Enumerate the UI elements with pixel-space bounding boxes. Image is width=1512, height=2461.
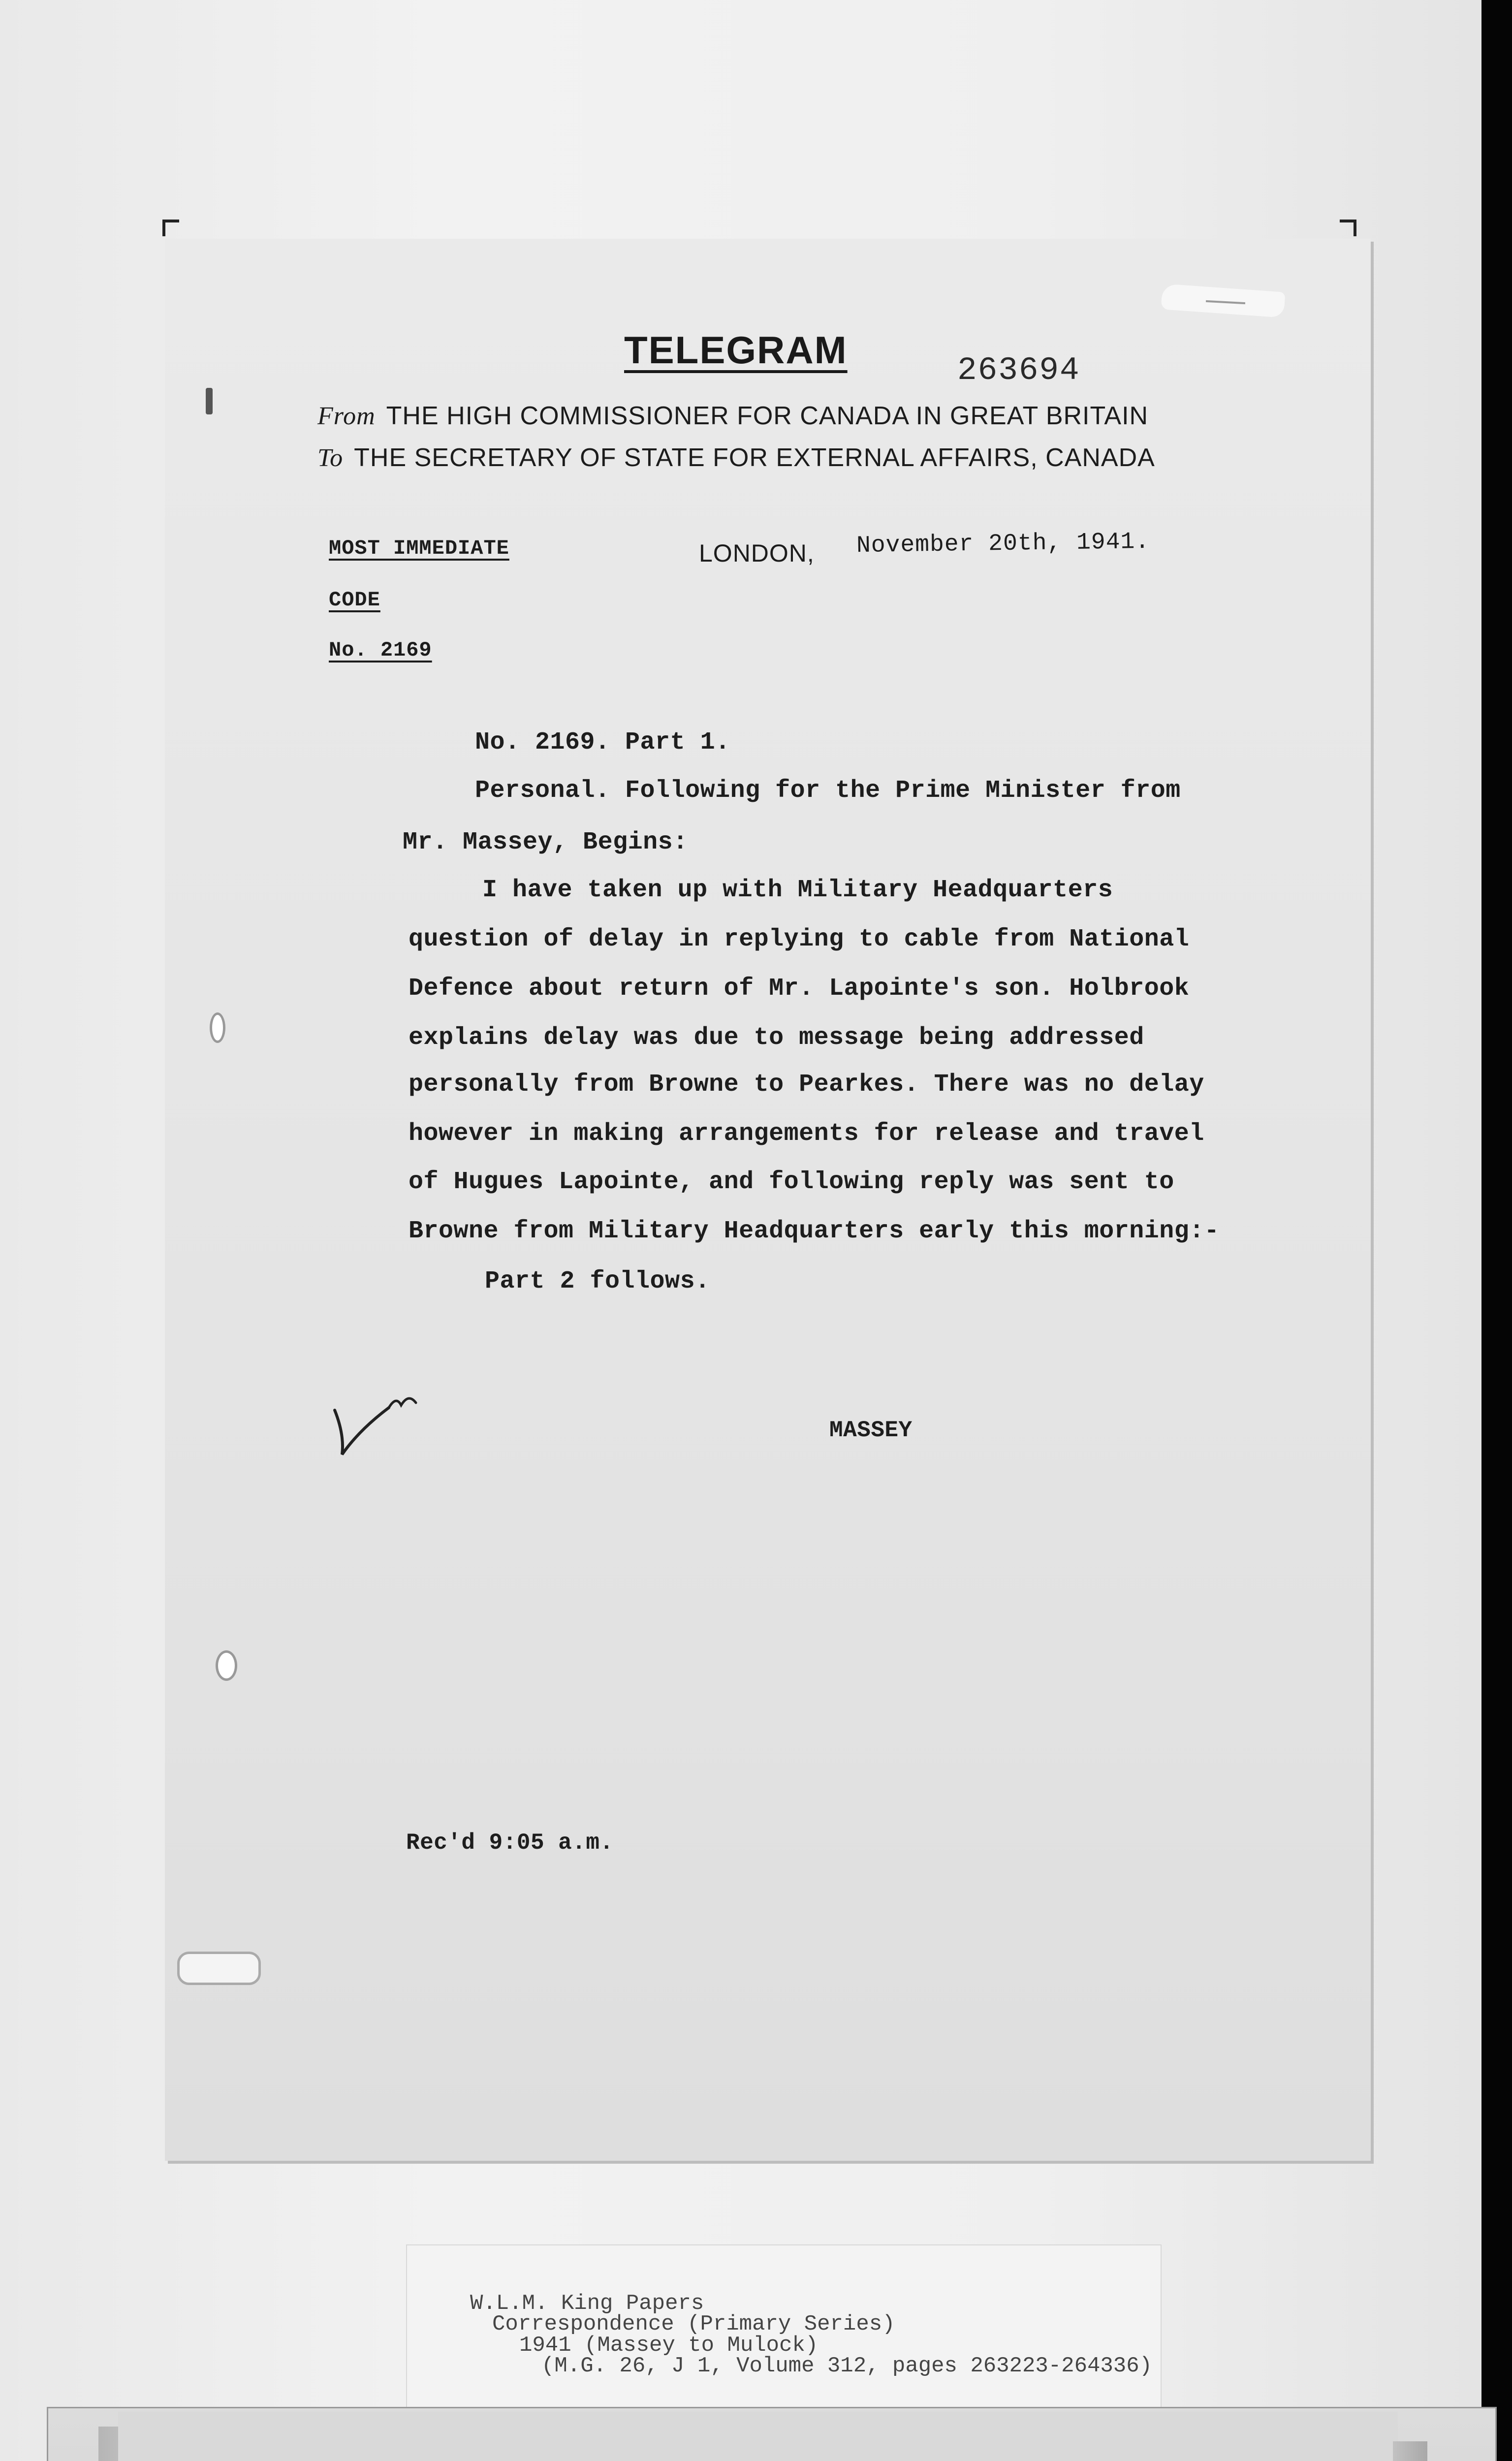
film-edge (1481, 0, 1512, 2461)
body-line: Mr. Massey, Begins: (403, 828, 688, 856)
body-line: personally from Browne to Pearkes. There was no delay (409, 1071, 1204, 1099)
punch-hole (210, 1012, 225, 1043)
number-line: No. 2169 (329, 638, 432, 662)
body-line: question of delay in replying to cable from National (409, 925, 1190, 953)
body-line: No. 2169. Part 1. (475, 728, 730, 757)
code-line: CODE (329, 588, 380, 612)
place: LONDON, (699, 539, 815, 567)
from-label: From (317, 402, 376, 430)
crop-mark-top-right (1340, 220, 1356, 236)
priority-line: MOST IMMEDIATE (329, 536, 509, 560)
crop-mark-top-left (162, 220, 179, 236)
body-line: however in making arrangements for release and travel (409, 1120, 1204, 1148)
body-line: Personal. Following for the Prime Minister from (475, 777, 1181, 805)
body-line: Browne from Military Headquarters early this morning:- (409, 1217, 1220, 1245)
telegram-title: TELEGRAM (624, 328, 848, 372)
handwritten-checkmark (330, 1390, 428, 1459)
to-label: To (317, 444, 344, 472)
collection-label-line: 1941 (Massey to Mulock) (519, 2333, 819, 2358)
body-line: explains delay was due to message being addressed (409, 1024, 1144, 1052)
signature: MASSEY (829, 1418, 913, 1443)
body-line: of Hugues Lapointe, and following reply was sent to (409, 1168, 1174, 1196)
received-time: Rec'd 9:05 a.m. (406, 1830, 614, 1856)
to-value: THE SECRETARY OF STATE FOR EXTERNAL AFFAIRS, CANADA (354, 443, 1155, 472)
to-line (317, 443, 1155, 473)
body-line: Part 2 follows. (485, 1267, 710, 1295)
document-number: 263694 (957, 352, 1080, 389)
body-line: I have taken up with Military Headquarters (482, 876, 1113, 904)
from-line (317, 401, 1148, 431)
margin-mark (206, 388, 213, 414)
collection-label-line: (M.G. 26, J 1, Volume 312, pages 263223-264336) (541, 2354, 1153, 2378)
date: November 20th, 1941. (856, 528, 1150, 560)
collection-label-line: W.L.M. King Papers (470, 2291, 704, 2316)
collection-label-line: Correspondence (Primary Series) (492, 2312, 895, 2336)
telegram-page (165, 239, 1371, 2161)
body-line: Defence about return of Mr. Lapointe's son. Holbrook (409, 975, 1190, 1003)
punch-hole (177, 1952, 261, 1985)
archive-plate-face (118, 2412, 1398, 2461)
from-value: THE HIGH COMMISSIONER FOR CANADA IN GREAT BRITAIN (386, 402, 1149, 430)
punch-hole (216, 1650, 237, 1681)
archive-plate-edge (1393, 2441, 1427, 2461)
